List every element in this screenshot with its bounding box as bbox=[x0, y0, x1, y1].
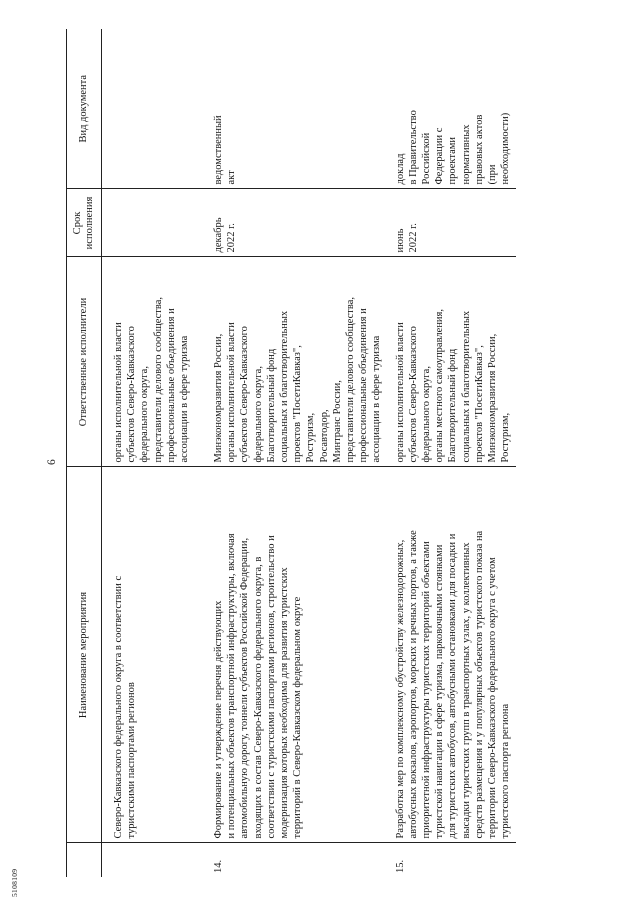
deadline-line: 2022 г. bbox=[407, 223, 419, 253]
executors-cell bbox=[384, 257, 516, 467]
doc-type-line: Федерации с bbox=[434, 127, 446, 185]
row-number-text: 15. bbox=[394, 859, 406, 873]
doc-type-line: нормативных bbox=[460, 124, 472, 185]
executor-line: Благотворительный фонд bbox=[265, 348, 277, 463]
activity-line: Северо-Кавказского федерального округа в соответствии с bbox=[113, 575, 124, 839]
activity-line: входящих в состав Северо-Кавказского федерального округа, в bbox=[252, 556, 264, 839]
table-row bbox=[384, 29, 516, 877]
executor-line: проектов "ПосетиКавказ", bbox=[473, 345, 485, 463]
page-number: 6 bbox=[46, 459, 58, 465]
executor-line: социальных и благотворительных bbox=[460, 310, 472, 463]
doc-type-line: правовых актов bbox=[473, 114, 485, 185]
deadline-line: декабрь bbox=[213, 217, 224, 253]
doc-type-cell bbox=[102, 29, 203, 189]
executors-cell bbox=[102, 257, 203, 467]
header-deadline-line: исполнения bbox=[84, 196, 95, 250]
executor-line: профессиональные объединения и bbox=[165, 308, 177, 463]
doc-type-line: Российской bbox=[421, 132, 433, 185]
table-row bbox=[102, 29, 203, 877]
header-doc-type: Вид документа bbox=[67, 29, 102, 189]
activity-line: и потенциальных объектов транспортной инфраструктуры, включая bbox=[226, 533, 238, 839]
activity-cell bbox=[202, 467, 384, 843]
executor-line: Минтранс России, bbox=[331, 380, 343, 463]
deadline-line: июнь bbox=[394, 228, 406, 253]
executor-line: Ростуризм, bbox=[500, 412, 512, 463]
executor-line: профессиональные объединения и bbox=[358, 308, 370, 463]
executor-line: представители делового сообщества, bbox=[345, 297, 357, 463]
header-activity: Наименование мероприятия bbox=[67, 467, 102, 843]
activity-line: туристскими паспортами регионов bbox=[126, 682, 138, 839]
activity-line: автобусных вокзалов, аэропортов, морских и речных портов, а также bbox=[407, 530, 419, 839]
header-deadline bbox=[67, 189, 102, 257]
executor-line: Ростуризм, bbox=[305, 412, 317, 463]
deadline-cell bbox=[202, 189, 384, 257]
activity-line: для туристских автобусов, автобусными остановками для посадки и bbox=[447, 533, 459, 839]
executor-line: Благотворительный фонд bbox=[447, 348, 459, 463]
activity-line: приоритетной инфраструктуры туристских территорий объектами bbox=[421, 541, 433, 839]
deadline-line: 2022 г. bbox=[226, 223, 238, 253]
activity-cell bbox=[384, 467, 516, 843]
table-header-row bbox=[67, 29, 102, 877]
executor-line: Минэкономразвития России, bbox=[213, 333, 224, 463]
executor-line: федерального округа, bbox=[421, 366, 433, 463]
table-row bbox=[202, 29, 384, 877]
row-number-text: 14. bbox=[213, 859, 224, 873]
executor-line: представители делового сообщества, bbox=[152, 297, 164, 463]
executor-line: органы исполнительной власти bbox=[226, 322, 238, 463]
executor-line: органы исполнительной власти bbox=[394, 322, 406, 463]
executors-cell bbox=[202, 257, 384, 467]
row-number bbox=[384, 843, 516, 877]
deadline-cell bbox=[102, 189, 203, 257]
doc-type-line: ведомственный bbox=[213, 115, 224, 185]
executor-line: органы исполнительной власти bbox=[113, 322, 124, 463]
doc-type-cell bbox=[384, 29, 516, 189]
header-num bbox=[67, 843, 102, 877]
doc-type-line: акт bbox=[226, 170, 238, 185]
executor-line: субъектов Северо-Кавказского bbox=[407, 326, 419, 463]
activity-cell bbox=[102, 467, 203, 843]
doc-type-line: проектами bbox=[447, 136, 459, 185]
executor-line: федерального округа, bbox=[252, 366, 264, 463]
executor-line: социальных и благотворительных bbox=[279, 310, 291, 463]
doc-type-line: в Правительство bbox=[407, 110, 419, 185]
executor-line: федерального округа, bbox=[139, 366, 151, 463]
header-deadline-line: Срок bbox=[71, 211, 83, 235]
activity-line: территорий в Северо-Кавказском федеральном округе bbox=[292, 596, 304, 839]
activity-line: туристского паспорта региона bbox=[500, 703, 512, 839]
row-number bbox=[102, 843, 203, 877]
executor-line: субъектов Северо-Кавказского bbox=[126, 326, 138, 463]
executor-line: проектов "ПосетиКавказ", bbox=[292, 345, 304, 463]
activity-line: территории Северо-Кавказского федерального округа с учетом bbox=[487, 557, 499, 839]
activity-line: автомобильную дорогу, тоннели субъектов Российской Федерации, bbox=[239, 537, 251, 839]
doc-type-line: (при bbox=[487, 164, 499, 185]
executor-line: Минэкономразвития России, bbox=[487, 333, 499, 463]
activity-line: туристской навигации в сфере туризма, парковочными стоянками bbox=[434, 544, 446, 839]
executor-line: органы местного самоуправления, bbox=[434, 308, 446, 463]
table-body bbox=[102, 29, 516, 877]
row-number bbox=[202, 843, 384, 877]
doc-type-line: доклад bbox=[394, 153, 406, 185]
executor-line: ассоциации в сфере туризма bbox=[179, 335, 191, 463]
doc-type-cell bbox=[202, 29, 384, 189]
document-code: 5108109 bbox=[10, 868, 19, 897]
executor-line: Росавтодор, bbox=[318, 409, 330, 463]
activities-table bbox=[66, 29, 516, 877]
deadline-cell bbox=[384, 189, 516, 257]
activity-line: соответствии с туристскими паспортами регионов, строительство и bbox=[265, 535, 277, 839]
executor-line: ассоциации в сфере туризма bbox=[371, 335, 383, 463]
doc-type-line: необходимости) bbox=[500, 112, 512, 185]
activity-line: модернизация которых необходима для развития туристских bbox=[279, 567, 291, 839]
activity-line: Формирование и утверждение перечня действующих bbox=[213, 600, 224, 839]
activity-line: Разработка мер по комплексному обустройству железнодорожных, bbox=[394, 539, 406, 839]
activity-line: средств размещения и у популярных объектов туристского показа на bbox=[473, 530, 485, 839]
executor-line: субъектов Северо-Кавказского bbox=[239, 326, 251, 463]
header-executors: Ответственные исполнители bbox=[67, 257, 102, 467]
activity-line: высадки туристских групп в транспортных узлах, у коллективных bbox=[460, 542, 472, 839]
